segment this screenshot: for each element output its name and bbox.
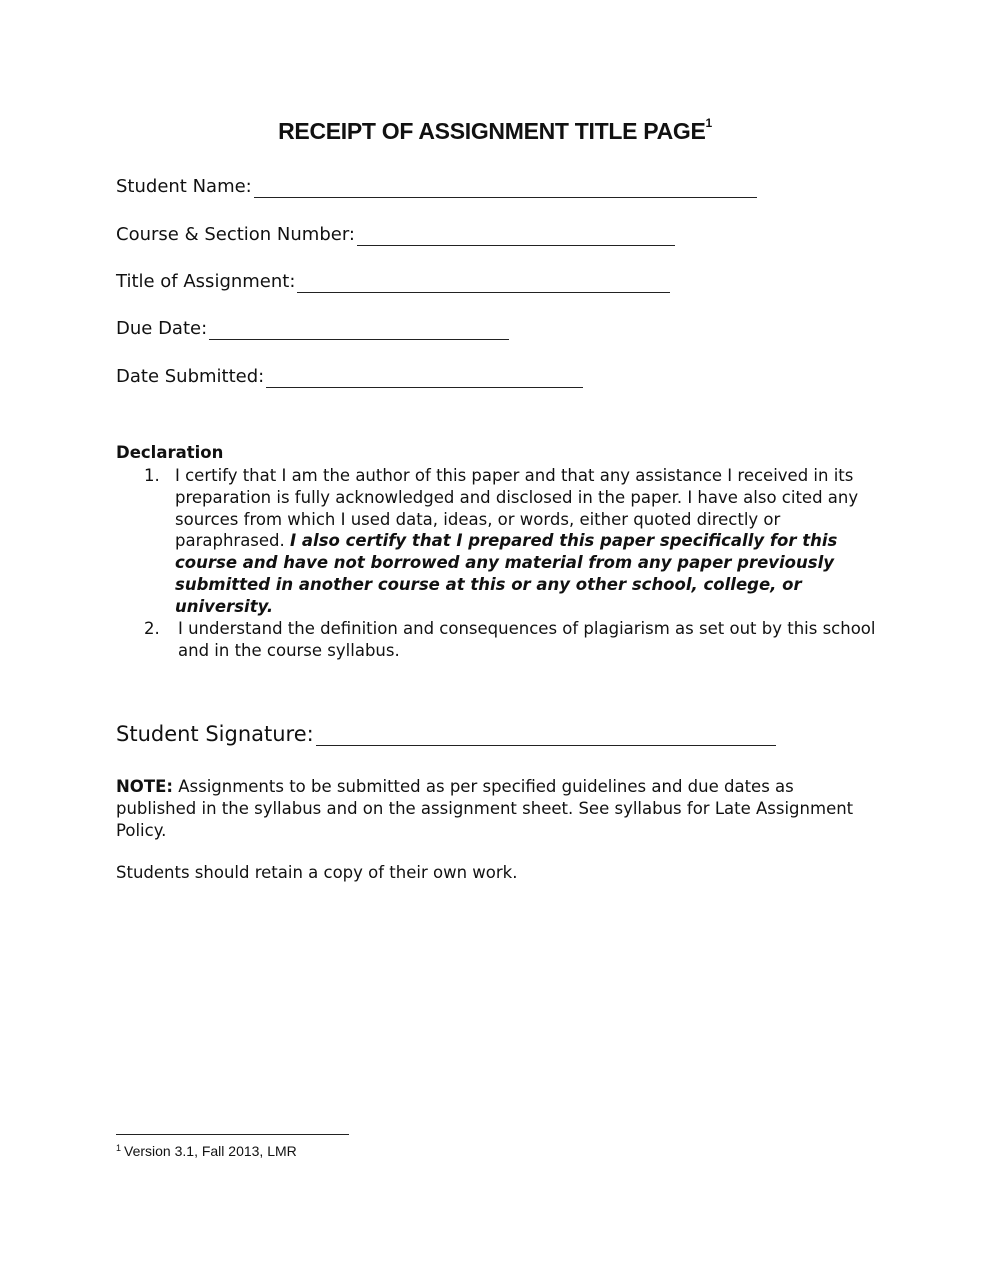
declaration-item-body (175, 465, 885, 618)
page-title-text: RECEIPT OF ASSIGNMENT TITLE PAGE (278, 118, 706, 144)
date-submitted-field (116, 366, 583, 388)
assignment-title-field (116, 271, 670, 293)
declaration-item-2 (116, 618, 886, 664)
student-name-line[interactable] (254, 179, 757, 198)
footnote-text: Version 3.1, Fall 2013, LMR (124, 1143, 297, 1159)
assignment-title-label: Title of Assignment: (116, 271, 296, 292)
retain-copy-text: Students should retain a copy of their own work. (116, 863, 518, 882)
declaration-item-1 (116, 465, 886, 616)
date-submitted-label: Date Submitted: (116, 366, 265, 387)
note-paragraph (116, 776, 876, 841)
student-signature-label: Student Signature: (116, 722, 314, 746)
footnote (116, 1143, 297, 1159)
student-name-field (116, 176, 757, 198)
assignment-title-line[interactable] (297, 274, 670, 293)
course-section-line[interactable] (357, 227, 675, 246)
title-footnote-mark: 1 (705, 116, 712, 130)
student-name-label: Student Name: (116, 176, 252, 197)
due-date-line[interactable] (209, 321, 509, 340)
due-date-label: Due Date: (116, 318, 208, 339)
course-section-field (116, 224, 675, 246)
course-section-label: Course & Section Number: (116, 224, 355, 245)
student-signature-line[interactable] (316, 723, 776, 746)
page-title (0, 118, 990, 145)
declaration-heading: Declaration (116, 443, 224, 462)
footnote-divider (116, 1134, 349, 1135)
declaration-item-number: 2. (144, 619, 160, 638)
declaration-item-text: I certify that I am the author of this paper and that any assistance I received in its preparation is fully acknowledged and disclosed in the paper. I have also cited any sources from which I used data, ideas, or words, either quoted directly or paraphrased. (175, 466, 859, 551)
student-signature-field (116, 722, 776, 746)
declaration-item-number: 1. (144, 466, 160, 485)
date-submitted-line[interactable] (266, 369, 583, 388)
declaration-item-text: I understand the definition and consequences of plagiarism as set out by this school and in the course syllabus. (178, 619, 876, 660)
note-label: NOTE: (116, 777, 173, 796)
declaration-item-emphasis: I also certify that I prepared this paper specifically for this course and have not borrowed any material from any paper previously submitted in another course at this or any other school, college, or university. (175, 531, 838, 616)
declaration-item-body (178, 618, 888, 662)
due-date-field (116, 318, 509, 340)
footnote-mark: 1 (116, 1143, 122, 1153)
note-text: Assignments to be submitted as per specified guidelines and due dates as published in the syllabus and on the assignment sheet. See syllabus for Late Assignment Policy. (116, 777, 854, 840)
